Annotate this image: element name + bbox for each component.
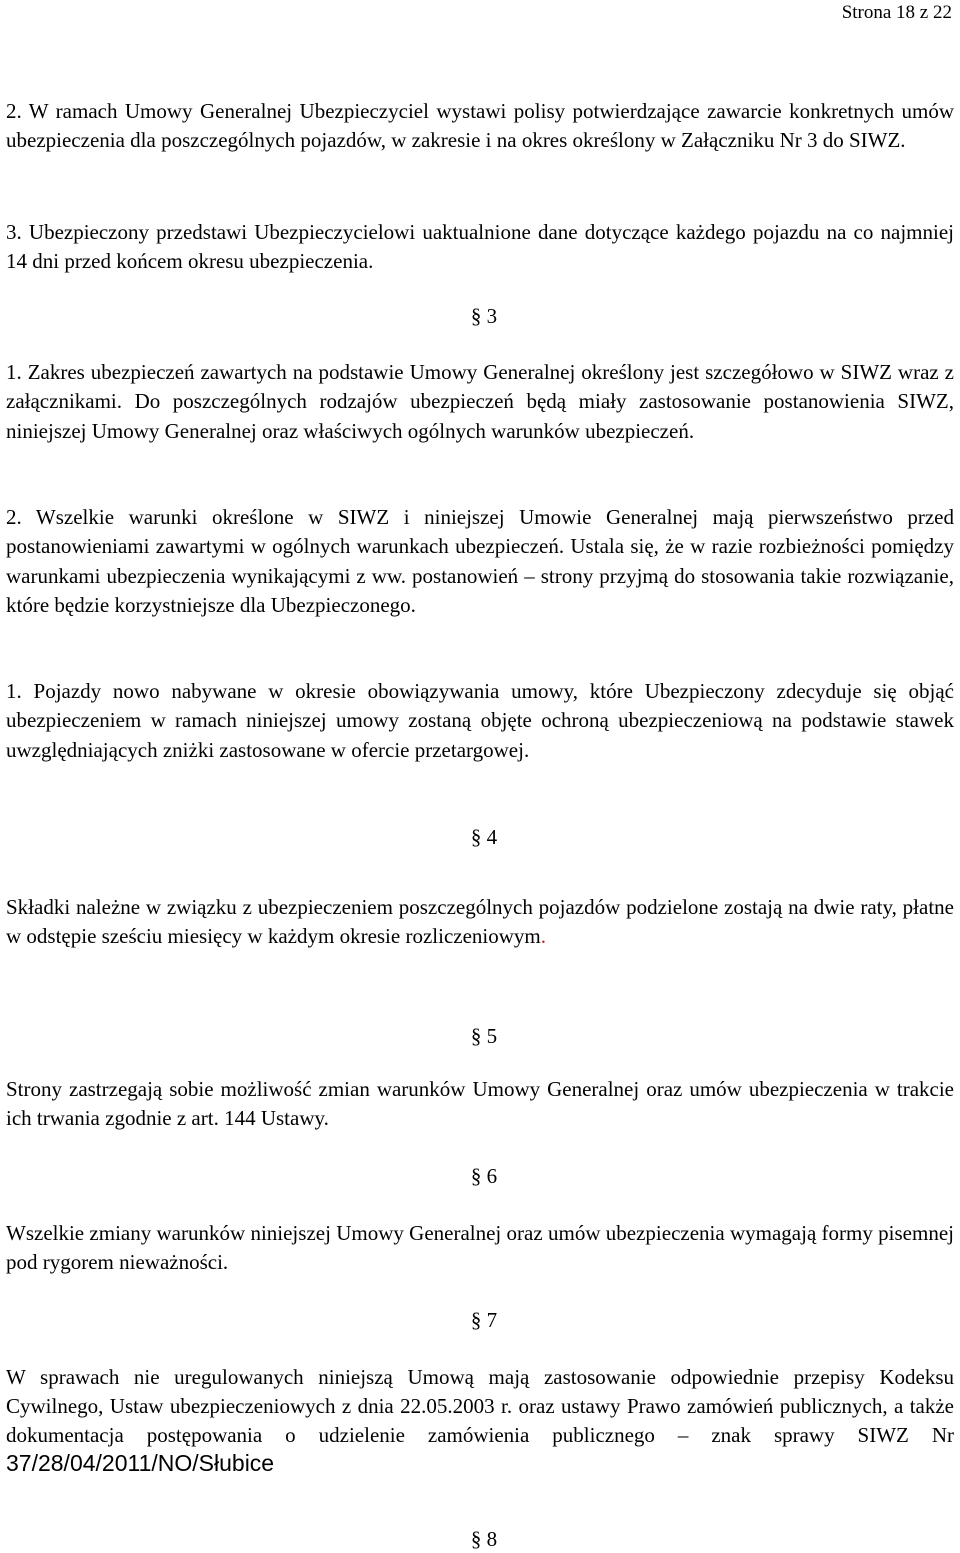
section-heading-7: § 7: [470, 1308, 498, 1332]
page-number: Strona 18 z 22: [841, 2, 952, 23]
paragraph-skladki-text: Składki należne w związku z ubezpieczeniem poszczególnych pojazdów podzielone zostają na dwie raty, płatne w odstępie sześciu miesięcy w każdym okresie rozliczeniowym: [6, 895, 954, 949]
paragraph-zmiany: Wszelkie zmiany warunków niniejszej Umowy Generalnej oraz umów ubezpieczenia wymagają formy pisemnej pod rygorem nieważności.: [6, 1221, 954, 1275]
paragraph-sprawy: [6, 1363, 954, 1479]
case-reference-number: 37/28/04/2011/NO/Słubice: [6, 1450, 275, 1477]
section-heading-8: § 8: [470, 1527, 498, 1551]
paragraph-pojazdy: 1. Pojazdy nowo nabywane w okresie obowiązywania umowy, które Ubezpieczony zdecyduje się objąć ubezpieczeniem w ramach niniejszej umowy zostaną objęte ochroną ubezpieczeniową na podstawie stawek uwzględniających zniżki zastosowane w ofercie przetargowej.: [6, 679, 954, 762]
paragraph-strony: Strony zastrzegają sobie możliwość zmian warunków Umowy Generalnej oraz umów ubezpieczenia w trakcie ich trwania zgodnie z art. 144 Ustawy.: [6, 1077, 954, 1131]
section-heading-5: § 5: [470, 1024, 498, 1048]
paragraph-dane-pojazdu: 3. Ubezpieczony przedstawi Ubezpieczycielowi uaktualnione dane dotyczące każdego pojazdu na co najmniej 14 dni przed końcem okresu ubezpieczenia.: [6, 220, 954, 274]
paragraph-skladki: [6, 893, 954, 952]
paragraph-warunki: 2. Wszelkie warunki określone w SIWZ i niniejszej Umowie Generalnej mają pierwszeństwo przed postanowieniami zawartymi w ogólnych warunkach ubezpieczeń. Ustala się, że w razie rozbieżności pomiędzy warunkami ubezpieczenia wynikającymi z ww. postanowień – strony przyjmą do stosowania takie rozwiązanie, które będzie korzystniejsze dla Ubezpieczonego.: [6, 505, 954, 617]
section-heading-6: § 6: [470, 1164, 498, 1188]
paragraph-polisy: 2. W ramach Umowy Generalnej Ubezpieczyciel wystawi polisy potwierdzające zawarcie konkretnych umów ubezpieczenia dla poszczególnych pojazdów, w zakresie i na okres określony w Załączniku Nr 3 do SIWZ.: [6, 99, 954, 153]
section-heading-3: § 3: [470, 304, 498, 328]
paragraph-zakres: 1. Zakres ubezpieczeń zawartych na podstawie Umowy Generalnej określony jest szczegółowo w SIWZ wraz z załącznikami. Do poszczególnych rodzajów ubezpieczeń będą miały zastosowanie postanowienia SIWZ, niniejszej Umowy Generalnej oraz właściwych ogólnych warunków ubezpieczeń.: [6, 360, 954, 443]
paragraph-skladki-dot: .: [540, 924, 546, 949]
paragraph-sprawy-text: W sprawach nie uregulowanych niniejszą Umową mają zastosowanie odpowiednie przepisy Kodeksu Cywilnego, Ustaw ubezpieczeniowych z dnia 22.05.2003 r. oraz ustawy Prawo zamówień publicznych, a także dokumentacja postępowania o udzielenie zamówienia publicznego – znak sprawy SIWZ Nr: [6, 1365, 954, 1447]
section-heading-4: § 4: [470, 825, 498, 849]
